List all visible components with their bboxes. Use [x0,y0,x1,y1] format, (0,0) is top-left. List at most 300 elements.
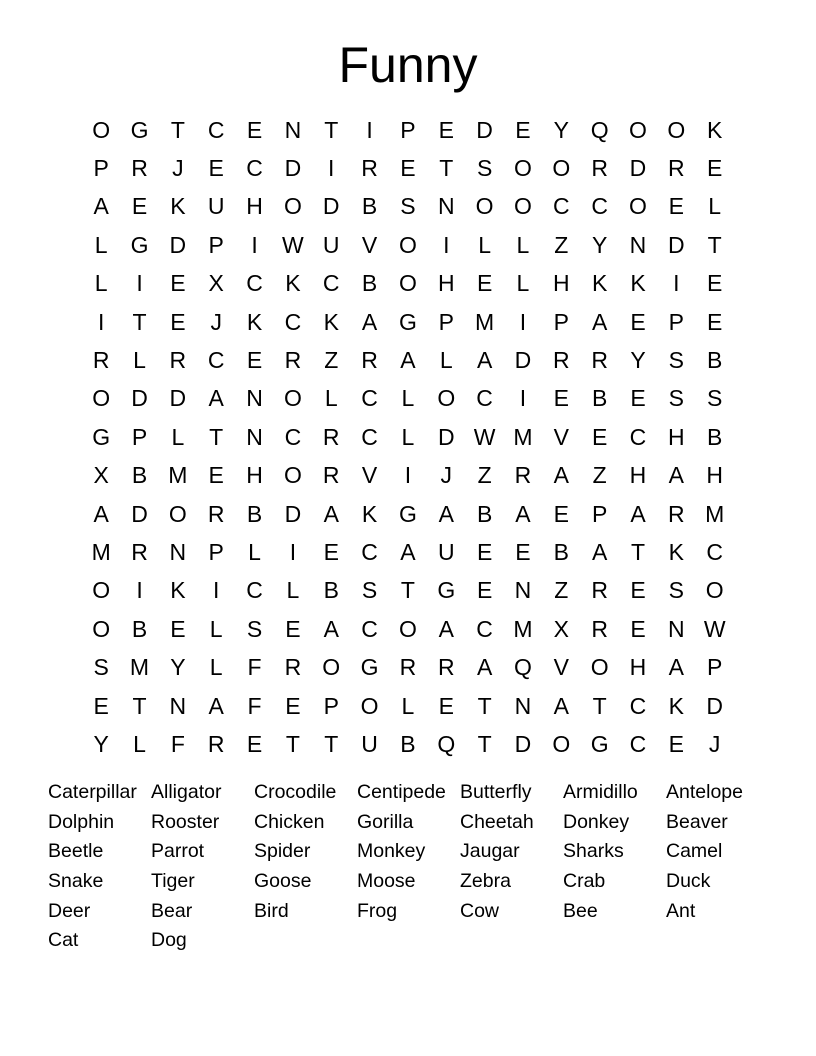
grid-cell: I [251,231,258,258]
grid-cell: O [283,193,302,220]
grid-cell: T [630,538,646,565]
word-list-item: Beetle [48,840,104,863]
grid-cell: R [322,462,340,489]
grid-cell: G [590,730,609,757]
grid-cell: A [208,385,224,412]
grid-cell: R [552,347,570,374]
grid-cell: M [513,615,533,642]
grid-cell: I [519,308,527,335]
grid-cell: Y [553,116,569,143]
grid-cell: E [553,500,569,527]
grid-row [82,265,734,303]
grid-cell: D [169,231,187,258]
grid-cell: T [132,692,147,719]
grid-cell: A [668,654,684,681]
grid-cell: L [401,692,415,719]
grid-cell: E [476,270,493,297]
grid-cell: E [170,270,186,297]
grid-cell: E [208,462,224,489]
grid-cell: O [629,116,647,143]
grid-row [82,226,734,264]
grid-cell: I [443,231,450,258]
word-list-item: Sharks [563,840,624,863]
grid-cell: Z [324,347,339,374]
grid-cell: R [668,500,685,527]
grid-cell: P [400,116,416,143]
grid-cell: T [324,730,339,757]
grid-cell: I [673,270,680,297]
grid-cell: E [438,116,454,143]
grid-cell: B [246,500,263,527]
grid-cell: U [207,193,225,220]
grid-cell: Q [437,730,456,757]
word-list-item: Cow [460,899,500,922]
grid-cell: A [591,308,608,335]
word-list-item: Donkey [563,810,630,833]
grid-cell: P [438,308,454,335]
word-list-item: Chicken [254,810,325,833]
grid-cell: T [477,692,492,719]
word-list-item: Beaver [666,810,728,833]
grid-cell: O [360,692,379,719]
grid-cell: L [324,385,338,412]
grid-cell: J [210,308,222,335]
grid-cell: V [553,423,569,450]
grid-cell: C [552,193,570,220]
grid-cell: L [94,270,108,297]
letter-grid [82,111,734,764]
grid-cell: A [553,462,569,489]
grid-cell: E [707,308,723,335]
grid-cell: S [668,347,684,374]
grid-cell: C [246,577,263,604]
grid-cell: A [630,500,646,527]
grid-cell: H [629,462,647,489]
grid-row [82,341,734,379]
grid-cell: X [93,462,109,489]
grid-cell: T [132,308,147,335]
grid-cell: C [207,347,225,374]
grid-cell: R [361,155,378,182]
grid-cell: O [283,462,302,489]
grid-cell: E [630,385,646,412]
grid-cell: L [133,347,146,374]
grid-cell: E [668,193,684,220]
word-list-item: Bird [254,899,289,922]
word-list-item: Gorilla [357,810,414,833]
grid-cell: B [131,462,148,489]
grid-cell: N [668,615,685,642]
grid-cell: T [170,116,185,143]
grid-cell: S [668,385,684,412]
grid-cell: C [361,385,378,412]
grid-cell: E [131,193,148,220]
grid-cell: Z [477,462,492,489]
grid-cell: D [131,385,148,412]
grid-cell: E [285,615,301,642]
grid-cell: O [629,193,647,220]
grid-cell: O [552,730,571,757]
grid-cell: H [706,462,723,489]
grid-cell: C [706,538,723,565]
grid-cell: S [476,155,493,182]
grid-cell: K [323,308,339,335]
grid-cell: C [361,615,378,642]
grid-cell: C [629,423,647,450]
grid-cell: H [629,654,647,681]
grid-cell: K [668,538,684,565]
grid-cell: T [400,577,415,604]
grid-cell: I [213,577,220,604]
grid-cell: K [361,500,378,527]
grid-cell: A [553,692,569,719]
grid-cell: L [401,385,415,412]
grid-cell: C [591,193,608,220]
grid-cell: Q [514,654,532,681]
grid-cell: E [476,538,493,565]
grid-cell: L [209,615,223,642]
grid-cell: O [322,654,341,681]
grid-cell: R [169,347,187,374]
grid-cell: T [324,116,339,143]
grid-cell: K [285,270,301,297]
grid-cell: G [398,308,417,335]
grid-cell: C [246,270,263,297]
grid-cell: A [400,538,416,565]
grid-cell: G [130,116,149,143]
grid-cell: N [169,538,187,565]
grid-cell: O [168,500,187,527]
grid-cell: L [439,347,453,374]
word-list-item: Moose [357,870,416,893]
grid-cell: K [707,116,723,143]
grid-cell: I [519,385,527,412]
grid-cell: J [708,730,721,757]
grid-cell: C [322,270,340,297]
grid-cell: H [246,462,263,489]
grid-cell: G [92,423,111,450]
grid-row [82,111,734,149]
grid-cell: B [707,423,723,450]
grid-cell: S [93,654,109,681]
grid-cell: R [131,538,148,565]
grid-cell: V [553,654,569,681]
grid-cell: N [629,231,647,258]
grid-cell: F [247,692,262,719]
grid-cell: A [361,308,378,335]
word-list-item: Rooster [151,810,220,833]
grid-cell: R [284,654,302,681]
grid-cell: N [437,193,455,220]
grid-cell: D [284,500,302,527]
grid-cell: E [476,577,493,604]
grid-cell: F [247,654,262,681]
grid-cell: N [284,116,302,143]
grid-cell: R [92,347,110,374]
word-list-item: Parrot [151,840,205,863]
grid-cell: A [476,654,493,681]
grid-cell: E [707,270,723,297]
grid-cell: O [92,385,111,412]
grid-cell: I [366,116,373,143]
grid-cell: D [668,231,685,258]
grid-row [82,188,734,226]
grid-cell: E [591,423,608,450]
grid-cell: O [705,577,724,604]
grid-cell: A [93,500,109,527]
grid-cell: O [552,155,571,182]
grid-cell: D [514,347,532,374]
grid-cell: C [629,730,647,757]
grid-row [82,725,734,763]
grid-cell: P [591,500,608,527]
grid-cell: E [668,730,684,757]
grid-cell: H [437,270,455,297]
grid-cell: O [92,116,111,143]
word-list-item: Dog [151,929,187,952]
grid-cell: E [630,615,646,642]
grid-cell: R [591,577,608,604]
grid-cell: M [129,654,150,681]
grid-cell: L [401,423,415,450]
grid-cell: C [246,155,263,182]
grid-row [82,380,734,418]
grid-cell: W [703,615,726,642]
grid-cell: R [591,615,608,642]
grid-cell: P [93,155,109,182]
grid-cell: D [706,692,723,719]
grid-cell: K [668,692,684,719]
word-list-item: Goose [254,870,312,893]
word-list-item: Butterfly [460,781,532,803]
grid-cell: F [170,730,185,757]
grid-cell: S [668,577,684,604]
word-list-item: Bee [563,899,598,922]
grid-cell: R [131,155,148,182]
grid-cell: E [630,308,646,335]
grid-cell: E [438,692,454,719]
grid-cell: P [208,538,224,565]
grid-cell: X [208,270,224,297]
grid-cell: S [707,385,723,412]
grid-cell: M [168,462,188,489]
grid-cell: A [476,347,493,374]
grid-cell: B [476,500,493,527]
grid-cell: T [707,231,722,258]
grid-cell: A [515,500,531,527]
grid-cell: L [516,231,530,258]
word-list-item: Alligator [151,781,222,803]
grid-cell: E [515,538,531,565]
word-list-item: Duck [666,870,711,893]
grid-cell: R [591,347,608,374]
grid-cell: P [131,423,148,450]
grid-cell: O [398,270,417,297]
grid-cell: X [553,615,569,642]
grid-cell: W [473,423,496,450]
grid-cell: E [246,116,263,143]
grid-cell: R [207,730,225,757]
grid-cell: G [130,231,149,258]
grid-cell: L [708,193,722,220]
grid-cell: A [591,538,608,565]
grid-cell: T [477,730,492,757]
grid-cell: C [361,423,378,450]
grid-cell: R [361,347,378,374]
puzzle-title: Funny [338,37,478,93]
grid-cell: O [667,116,686,143]
grid-cell: N [246,423,263,450]
grid-cell: Y [93,730,109,757]
grid-cell: O [437,385,456,412]
word-list [48,778,768,956]
grid-cell: B [323,577,339,604]
word-list-item: Dolphin [48,810,115,833]
grid-cell: O [590,654,609,681]
grid-cell: Z [592,462,607,489]
grid-cell: A [208,692,224,719]
grid-cell: I [328,155,335,182]
grid-row [82,457,734,495]
grid-cell: B [707,347,723,374]
grid-cell: M [91,538,111,565]
grid-cell: P [553,308,569,335]
grid-cell: T [439,155,454,182]
grid-cell: U [322,231,340,258]
grid-cell: D [437,423,455,450]
grid-row [82,687,734,725]
grid-cell: S [246,615,263,642]
word-list-item: Armidillo [563,781,638,803]
grid-cell: K [170,193,186,220]
grid-cell: T [285,730,300,757]
grid-cell: N [169,692,187,719]
grid-cell: D [322,193,340,220]
grid-cell: A [323,615,339,642]
grid-cell: N [514,577,532,604]
grid-cell: M [513,423,533,450]
grid-cell: B [361,270,378,297]
grid-cell: B [131,615,148,642]
grid-cell: B [591,385,608,412]
grid-cell: O [398,231,417,258]
grid-cell: B [400,730,416,757]
grid-cell: E [170,615,186,642]
grid-cell: L [286,577,300,604]
grid-cell: O [398,615,417,642]
grid-cell: E [630,577,646,604]
grid-cell: D [169,385,187,412]
grid-cell: Z [554,577,569,604]
word-list-item: Bear [151,899,193,922]
grid-cell: U [437,538,455,565]
grid-cell: C [284,423,302,450]
grid-cell: P [668,308,684,335]
grid-row [82,418,734,456]
grid-cell: U [361,730,378,757]
grid-cell: V [361,462,378,489]
grid-cell: Y [170,654,186,681]
grid-cell: K [591,270,608,297]
grid-cell: I [136,577,143,604]
grid-cell: A [668,462,684,489]
word-list-item: Ant [666,899,696,922]
grid-cell: L [478,231,491,258]
grid-cell: H [552,270,570,297]
grid-cell: C [476,615,493,642]
grid-cell: C [629,692,647,719]
word-list-item: Spider [254,840,311,863]
word-list-item: Caterpillar [48,781,137,803]
grid-cell: Q [590,116,609,143]
grid-cell: C [476,385,493,412]
grid-cell: M [475,308,495,335]
grid-cell: A [438,615,454,642]
grid-cell: D [514,730,532,757]
grid-cell: E [553,385,569,412]
grid-cell: A [400,347,416,374]
grid-cell: L [248,538,261,565]
word-list-item: Zebra [460,870,511,893]
grid-cell: O [92,577,111,604]
grid-cell: T [592,692,607,719]
grid-cell: E [246,730,263,757]
grid-cell: L [171,423,185,450]
grid-cell: C [207,116,225,143]
grid-cell: R [322,423,340,450]
grid-cell: L [209,654,223,681]
grid-row [82,572,734,610]
grid-cell: N [514,692,532,719]
grid-cell: K [170,577,186,604]
grid-cell: L [516,270,530,297]
grid-cell: O [283,385,302,412]
word-list-item: Cat [48,929,79,952]
grid-row [82,495,734,533]
grid-cell: D [476,116,493,143]
word-list-item: Jaugar [460,840,520,863]
word-list-item: Monkey [357,840,426,863]
word-list-item: Cheetah [460,810,534,833]
grid-row [82,533,734,571]
grid-cell: Y [630,347,646,374]
grid-cell: K [246,308,263,335]
grid-cell: Y [591,231,608,258]
grid-cell: H [246,193,263,220]
grid-cell: W [282,231,304,258]
grid-cell: S [361,577,378,604]
grid-cell: O [92,615,111,642]
grid-cell: I [97,308,105,335]
grid-cell: H [668,423,685,450]
grid-cell: E [285,692,301,719]
grid-cell: O [514,193,532,220]
word-list-item: Crab [563,870,606,893]
grid-cell: C [284,308,302,335]
word-list-item: Frog [357,899,398,922]
grid-cell: N [246,385,263,412]
grid-cell: Z [554,231,569,258]
grid-cell: R [207,500,225,527]
word-list-item: Crocodile [254,781,337,803]
grid-cell: C [361,538,378,565]
grid-cell: R [514,462,532,489]
grid-cell: B [361,193,378,220]
grid-row [82,149,734,187]
grid-cell: I [404,462,412,489]
grid-cell: E [93,692,109,719]
grid-cell: E [208,155,224,182]
